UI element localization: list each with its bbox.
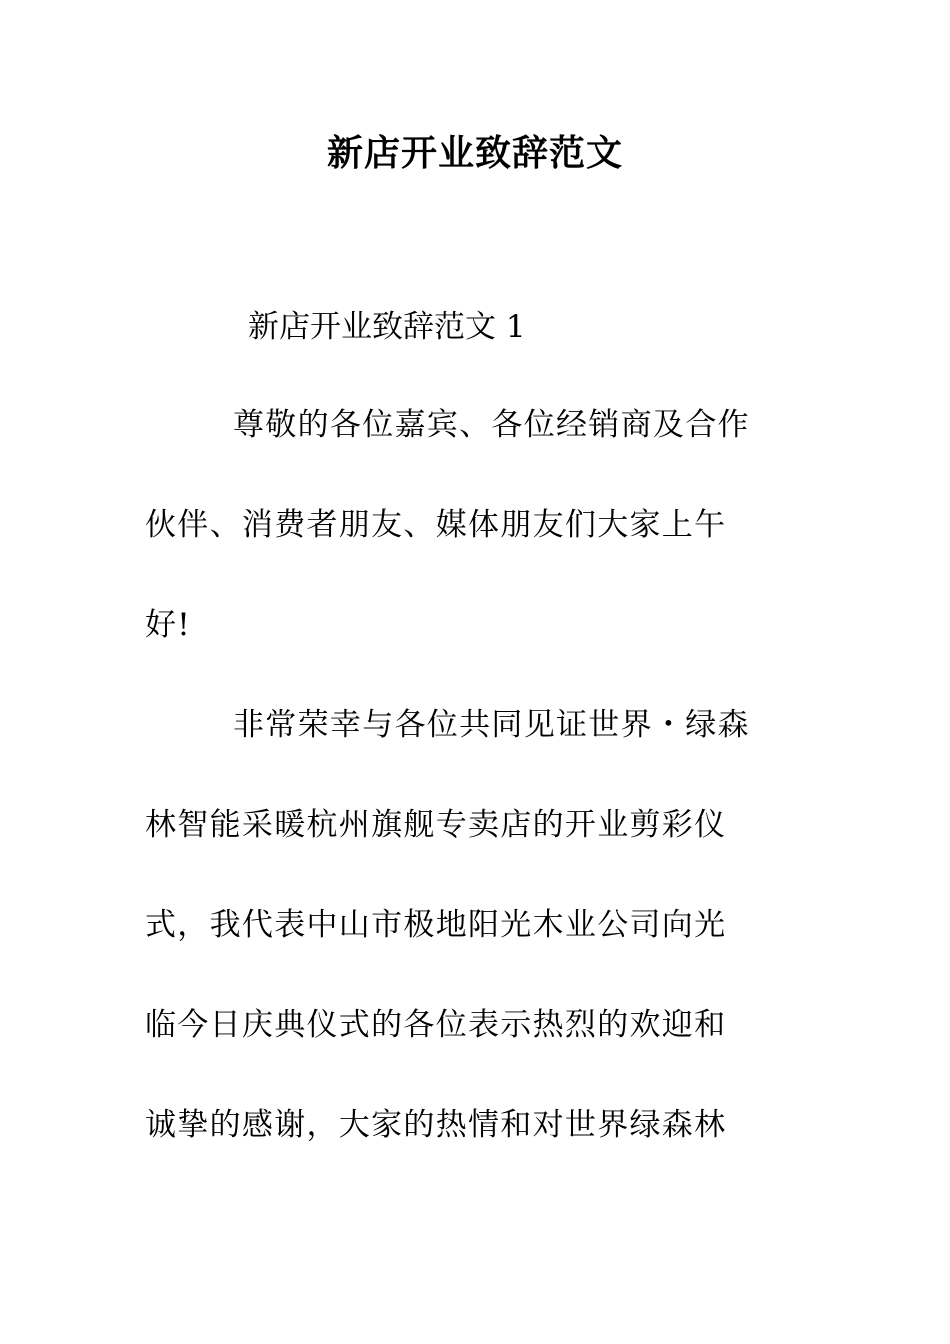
document-title: 新店开业致辞范文 [326,132,623,174]
paragraph-line: 诚挚的感谢，大家的热情和对世界绿森林 [145,1107,727,1143]
paragraph-line: 好! [145,607,192,643]
paragraph-line: 伙伴、消费者朋友、媒体朋友们大家上午 [145,507,727,543]
paragraph-line: 式，我代表中山市极地阳光木业公司向光 [145,907,727,943]
paragraph-line: 临今日庆典仪式的各位表示热烈的欢迎和 [145,1007,727,1043]
paragraph-line: 非常荣幸与各位共同见证世界・绿森 [233,707,750,743]
paragraph-line: 林智能采暖杭州旗舰专卖店的开业剪彩仪 [145,807,727,843]
paragraph-line: 尊敬的各位嘉宾、各位经销商及合作 [233,407,750,443]
section-heading: 新店开业致辞范文 1 [248,309,526,345]
